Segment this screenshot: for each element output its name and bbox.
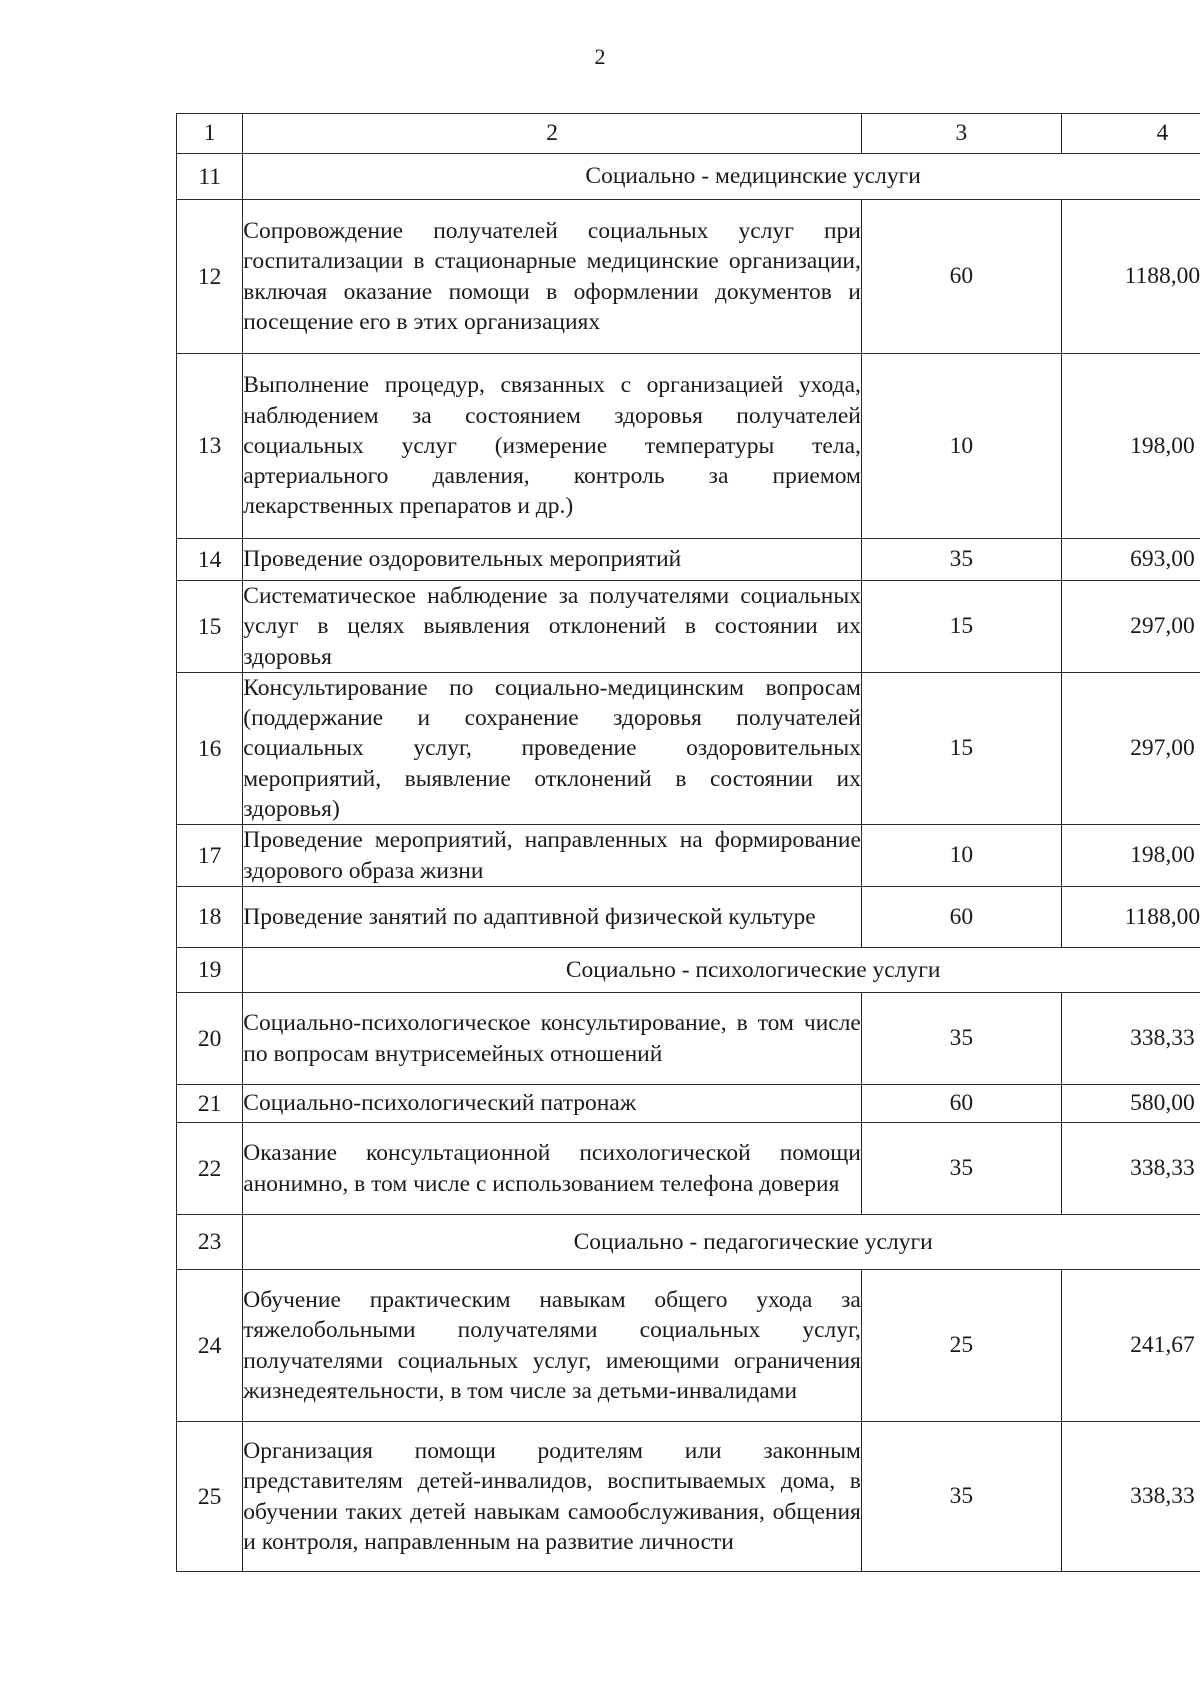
- section-row: [177, 154, 1200, 200]
- price-value: 297,00: [1061, 673, 1200, 825]
- table-row: [177, 993, 1200, 1085]
- price-value: 198,00: [1061, 354, 1200, 539]
- price-value: 198,00: [1061, 825, 1200, 887]
- section-row: [177, 948, 1200, 993]
- price-value: 1188,00: [1061, 200, 1200, 354]
- row-number: 11: [177, 154, 243, 200]
- time-value: 60: [861, 887, 1061, 948]
- header-cell: 4: [1061, 114, 1200, 154]
- table-row: [177, 200, 1200, 354]
- time-value: 10: [861, 354, 1061, 539]
- price-value: 338,33: [1061, 993, 1200, 1085]
- row-number: 23: [177, 1215, 243, 1270]
- price-value: 580,00: [1061, 1085, 1200, 1123]
- price-value: 338,33: [1061, 1422, 1200, 1572]
- row-number: 14: [177, 539, 243, 581]
- time-value: 35: [861, 993, 1061, 1085]
- time-value: 10: [861, 825, 1061, 887]
- service-name: Социально-психологический патронаж: [243, 1085, 862, 1123]
- section-row: [177, 1215, 1200, 1270]
- page-number: 2: [594, 44, 606, 69]
- service-name: Выполнение процедур, связанных с организацией ухода, наблюдением за состоянием здоровья получателей социальных услуг (измерение температуры тела, артериального давления, контроль за приемом лекарственных препаратов и др.): [243, 354, 862, 539]
- row-number: 18: [177, 887, 243, 948]
- time-value: 60: [861, 200, 1061, 354]
- row-number: 19: [177, 948, 243, 993]
- table-row: [177, 354, 1200, 539]
- time-value: 35: [861, 539, 1061, 581]
- table-row: [177, 539, 1200, 581]
- row-number: 22: [177, 1123, 243, 1215]
- row-number: 13: [177, 354, 243, 539]
- row-number: 25: [177, 1422, 243, 1572]
- price-value: 693,00: [1061, 539, 1200, 581]
- row-number: 20: [177, 993, 243, 1085]
- table-row: [177, 1422, 1200, 1572]
- header-cell: 3: [861, 114, 1061, 154]
- price-value: 338,33: [1061, 1123, 1200, 1215]
- header-cell: 1: [177, 114, 243, 154]
- row-number: 24: [177, 1270, 243, 1422]
- row-number: 17: [177, 825, 243, 887]
- section-title: Социально - педагогические услуги: [243, 1215, 1200, 1270]
- header-cell: 2: [243, 114, 862, 154]
- table-row: [177, 1085, 1200, 1123]
- table-row: [177, 1270, 1200, 1422]
- service-name: Проведение занятий по адаптивной физической культуре: [243, 887, 862, 948]
- time-value: 25: [861, 1270, 1061, 1422]
- service-name: Обучение практическим навыкам общего ухода за тяжелобольными получателями социальных услуг, получателями социальных услуг, имеющими ограничения жизнедеятельности, в том числе за детьми-инвалидами: [243, 1270, 862, 1422]
- table-row: [177, 887, 1200, 948]
- time-value: 35: [861, 1123, 1061, 1215]
- service-name: Сопровождение получателей социальных услуг при госпитализации в стационарные медицинские организации, включая оказание помощи в оформлении документов и посещение его в этих организациях: [243, 200, 862, 354]
- row-number: 16: [177, 673, 243, 825]
- service-name: Социально-психологическое консультирование, в том числе по вопросам внутрисемейных отношений: [243, 993, 862, 1085]
- time-value: 15: [861, 581, 1061, 673]
- header-row: [177, 114, 1200, 154]
- price-value: 241,67: [1061, 1270, 1200, 1422]
- service-name: Оказание консультационной психологической помощи анонимно, в том числе с использованием телефона доверия: [243, 1123, 862, 1215]
- service-name: Организация помощи родителям или законным представителям детей-инвалидов, воспитываемых дома, в обучении таких детей навыкам самообслуживания, общения и контроля, направленным на развитие личности: [243, 1422, 862, 1572]
- row-number: 21: [177, 1085, 243, 1123]
- table-row: [177, 673, 1200, 825]
- table-row: [177, 825, 1200, 887]
- row-number: 15: [177, 581, 243, 673]
- time-value: 15: [861, 673, 1061, 825]
- price-value: 297,00: [1061, 581, 1200, 673]
- service-name: Консультирование по социально-медицинским вопросам (поддержание и сохранение здоровья получателей социальных услуг, проведение оздоровительных мероприятий, выявление отклонений в состоянии их здоровья): [243, 673, 862, 825]
- section-title: Социально - медицинские услуги: [243, 154, 1200, 200]
- service-name: Проведение мероприятий, направленных на формирование здорового образа жизни: [243, 825, 862, 887]
- time-value: 35: [861, 1422, 1061, 1572]
- price-value: 1188,00: [1061, 887, 1200, 948]
- service-name: Проведение оздоровительных мероприятий: [243, 539, 862, 581]
- time-value: 60: [861, 1085, 1061, 1123]
- table-row: [177, 1123, 1200, 1215]
- row-number: 12: [177, 200, 243, 354]
- section-title: Социально - психологические услуги: [243, 948, 1200, 993]
- services-table: [176, 113, 1200, 1572]
- table-row: [177, 581, 1200, 673]
- service-name: Систематическое наблюдение за получателями социальных услуг в целях выявления отклонений в состоянии их здоровья: [243, 581, 862, 673]
